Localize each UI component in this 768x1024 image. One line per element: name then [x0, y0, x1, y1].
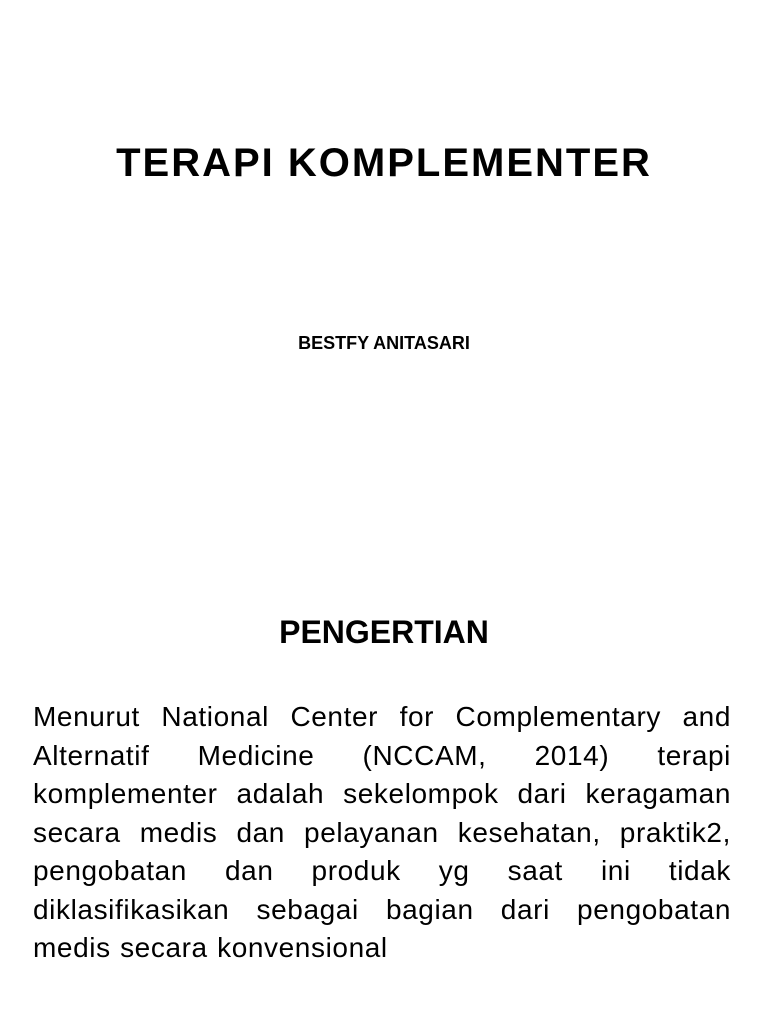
section-heading: PENGERTIAN [279, 614, 489, 650]
definition-slide [0, 512, 768, 1024]
slide-title: TERAPI KOMPLEMENTER [116, 141, 652, 185]
definition-paragraph: Menurut National Center for Complementary and Alternatif Medicine (NCCAM, 2014) terapi komplementer adalah sekelompok dari keragaman secara medis dan pelayanan kesehatan, praktik2, pengobatan dan produk yg saat ini tidak diklasifikasikan sebagai bagian dari pengobatan medis secara konvensional [33, 701, 731, 963]
author-name: BESTFY ANITASARI [298, 333, 470, 353]
